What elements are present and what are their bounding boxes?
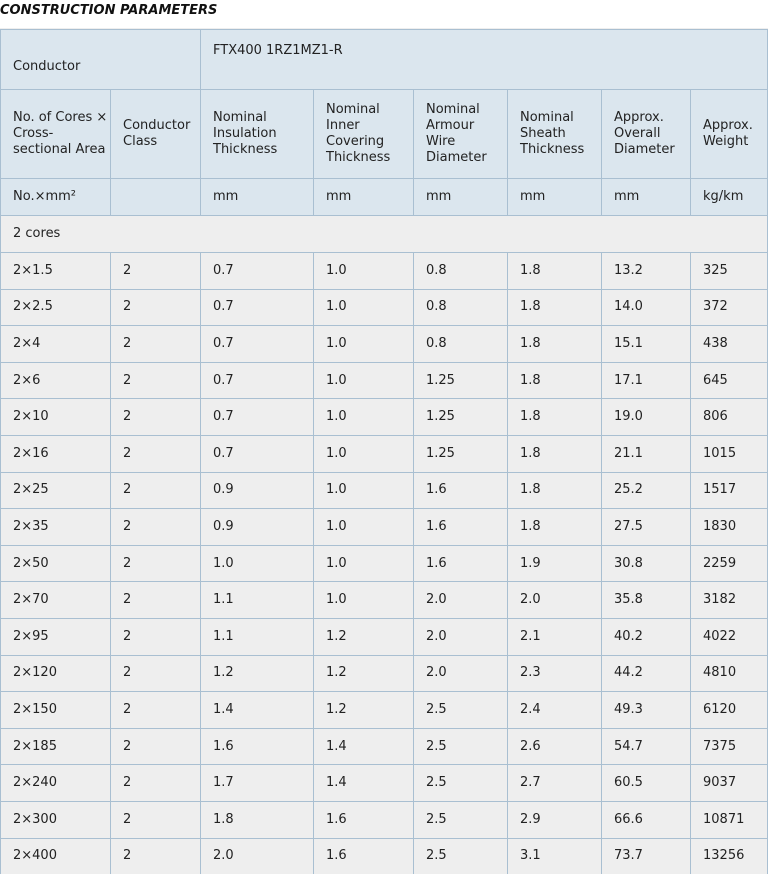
cell-sheath: 1.8 (508, 399, 602, 436)
header-cores: No. of Cores × Cross-sectional Area (1, 90, 111, 179)
cell-sheath: 1.8 (508, 435, 602, 472)
cell-inner-covering: 1.0 (314, 399, 414, 436)
unit-weight: kg/km (691, 179, 768, 216)
unit-class (111, 179, 201, 216)
cell-insulation: 1.4 (201, 692, 314, 729)
unit-inner-covering: mm (314, 179, 414, 216)
cell-inner-covering: 1.4 (314, 728, 414, 765)
cell-insulation: 1.7 (201, 765, 314, 802)
cell-diameter: 49.3 (602, 692, 691, 729)
table-row (1, 655, 768, 692)
cell-cores: 2×1.5 (1, 253, 111, 290)
cell-insulation: 0.9 (201, 472, 314, 509)
table-row (1, 765, 768, 802)
cell-sheath: 1.8 (508, 289, 602, 326)
cell-insulation: 0.7 (201, 362, 314, 399)
cell-armour: 1.25 (414, 362, 508, 399)
table-row (1, 326, 768, 363)
cell-weight: 3182 (691, 582, 768, 619)
cell-sheath: 2.7 (508, 765, 602, 802)
cell-sheath: 1.8 (508, 253, 602, 290)
cell-class: 2 (111, 838, 201, 874)
cell-class: 2 (111, 582, 201, 619)
table-row (1, 472, 768, 509)
unit-sheath: mm (508, 179, 602, 216)
header-class: Conductor Class (111, 90, 201, 179)
cell-class: 2 (111, 289, 201, 326)
cell-inner-covering: 1.4 (314, 765, 414, 802)
cell-cores: 2×2.5 (1, 289, 111, 326)
cell-inner-covering: 1.2 (314, 692, 414, 729)
cell-insulation: 0.7 (201, 326, 314, 363)
unit-armour: mm (414, 179, 508, 216)
cell-cores: 2×240 (1, 765, 111, 802)
cell-class: 2 (111, 618, 201, 655)
cell-cores: 2×6 (1, 362, 111, 399)
cell-class: 2 (111, 801, 201, 838)
header-inner-covering: Nominal Inner Covering Thickness (314, 90, 414, 179)
table-row (1, 435, 768, 472)
cell-weight: 438 (691, 326, 768, 363)
cell-weight: 7375 (691, 728, 768, 765)
cell-class: 2 (111, 253, 201, 290)
cell-sheath: 2.9 (508, 801, 602, 838)
cell-armour: 1.6 (414, 545, 508, 582)
cell-insulation: 1.8 (201, 801, 314, 838)
cell-sheath: 1.8 (508, 326, 602, 363)
cell-insulation: 0.7 (201, 399, 314, 436)
table-row (1, 253, 768, 290)
unit-diameter: mm (602, 179, 691, 216)
cell-cores: 2×10 (1, 399, 111, 436)
unit-insulation: mm (201, 179, 314, 216)
cell-weight: 645 (691, 362, 768, 399)
cell-diameter: 21.1 (602, 435, 691, 472)
conductor-label: Conductor (1, 30, 201, 90)
cell-sheath: 3.1 (508, 838, 602, 874)
cell-diameter: 30.8 (602, 545, 691, 582)
cell-insulation: 0.9 (201, 509, 314, 546)
cell-inner-covering: 1.2 (314, 618, 414, 655)
cell-cores: 2×120 (1, 655, 111, 692)
table-row (1, 728, 768, 765)
cell-class: 2 (111, 472, 201, 509)
cell-armour: 2.0 (414, 618, 508, 655)
section-title: CONSTRUCTION PARAMETERS (0, 0, 768, 28)
cell-class: 2 (111, 399, 201, 436)
cell-armour: 1.25 (414, 435, 508, 472)
cell-diameter: 66.6 (602, 801, 691, 838)
cell-sheath: 2.0 (508, 582, 602, 619)
cell-weight: 10871 (691, 801, 768, 838)
cell-armour: 2.5 (414, 692, 508, 729)
header-insulation: Nominal Insulation Thickness (201, 90, 314, 179)
cell-weight: 4022 (691, 618, 768, 655)
cell-diameter: 17.1 (602, 362, 691, 399)
cell-sheath: 1.8 (508, 472, 602, 509)
cell-weight: 4810 (691, 655, 768, 692)
cell-inner-covering: 1.6 (314, 801, 414, 838)
cell-class: 2 (111, 545, 201, 582)
header-diameter: Approx. Overall Diameter (602, 90, 691, 179)
cell-class: 2 (111, 509, 201, 546)
table-row (1, 545, 768, 582)
cell-diameter: 14.0 (602, 289, 691, 326)
header-sheath: Nominal Sheath Thickness (508, 90, 602, 179)
table-row (1, 838, 768, 874)
cell-cores: 2×25 (1, 472, 111, 509)
cell-inner-covering: 1.0 (314, 253, 414, 290)
cell-cores: 2×95 (1, 618, 111, 655)
cell-inner-covering: 1.2 (314, 655, 414, 692)
table-row (1, 289, 768, 326)
table-row (1, 509, 768, 546)
cell-cores: 2×35 (1, 509, 111, 546)
cell-sheath: 1.8 (508, 509, 602, 546)
cell-weight: 372 (691, 289, 768, 326)
cell-inner-covering: 1.0 (314, 545, 414, 582)
cell-weight: 1015 (691, 435, 768, 472)
cell-sheath: 2.1 (508, 618, 602, 655)
unit-cores: No.×mm² (1, 179, 111, 216)
cell-weight: 2259 (691, 545, 768, 582)
cell-class: 2 (111, 435, 201, 472)
cell-weight: 1830 (691, 509, 768, 546)
cell-cores: 2×185 (1, 728, 111, 765)
cell-diameter: 25.2 (602, 472, 691, 509)
table-row (1, 692, 768, 729)
cell-diameter: 60.5 (602, 765, 691, 802)
cell-weight: 325 (691, 253, 768, 290)
cell-armour: 1.6 (414, 509, 508, 546)
table-row (1, 582, 768, 619)
cell-weight: 9037 (691, 765, 768, 802)
cell-cores: 2×300 (1, 801, 111, 838)
cell-armour: 2.5 (414, 765, 508, 802)
cell-inner-covering: 1.0 (314, 289, 414, 326)
cell-inner-covering: 1.0 (314, 472, 414, 509)
cell-armour: 2.5 (414, 801, 508, 838)
cell-sheath: 1.9 (508, 545, 602, 582)
cell-insulation: 1.0 (201, 545, 314, 582)
cell-cores: 2×400 (1, 838, 111, 874)
table-row (1, 618, 768, 655)
group-label: 2 cores (1, 216, 768, 253)
cell-insulation: 1.1 (201, 582, 314, 619)
cell-armour: 2.0 (414, 655, 508, 692)
cell-sheath: 2.3 (508, 655, 602, 692)
cell-cores: 2×4 (1, 326, 111, 363)
cell-inner-covering: 1.0 (314, 582, 414, 619)
cell-class: 2 (111, 655, 201, 692)
cell-sheath: 1.8 (508, 362, 602, 399)
cell-armour: 2.0 (414, 582, 508, 619)
header-armour: Nominal Armour Wire Diameter (414, 90, 508, 179)
cell-armour: 2.5 (414, 728, 508, 765)
cell-insulation: 0.7 (201, 435, 314, 472)
cell-sheath: 2.6 (508, 728, 602, 765)
cell-class: 2 (111, 362, 201, 399)
cell-insulation: 0.7 (201, 289, 314, 326)
cell-class: 2 (111, 692, 201, 729)
product-code: FTX400 1RZ1MZ1-R (201, 30, 768, 90)
cell-diameter: 27.5 (602, 509, 691, 546)
cell-cores: 2×150 (1, 692, 111, 729)
cell-armour: 0.8 (414, 289, 508, 326)
cell-armour: 1.6 (414, 472, 508, 509)
cell-insulation: 1.2 (201, 655, 314, 692)
cell-cores: 2×16 (1, 435, 111, 472)
cell-sheath: 2.4 (508, 692, 602, 729)
cell-insulation: 1.1 (201, 618, 314, 655)
cell-class: 2 (111, 765, 201, 802)
cell-diameter: 54.7 (602, 728, 691, 765)
cell-inner-covering: 1.0 (314, 435, 414, 472)
cell-weight: 1517 (691, 472, 768, 509)
cell-insulation: 1.6 (201, 728, 314, 765)
cell-armour: 1.25 (414, 399, 508, 436)
cell-armour: 0.8 (414, 253, 508, 290)
cell-inner-covering: 1.0 (314, 362, 414, 399)
cell-class: 2 (111, 728, 201, 765)
cell-insulation: 0.7 (201, 253, 314, 290)
cell-cores: 2×70 (1, 582, 111, 619)
cell-armour: 2.5 (414, 838, 508, 874)
cell-cores: 2×50 (1, 545, 111, 582)
cell-diameter: 13.2 (602, 253, 691, 290)
header-weight: Approx. Weight (691, 90, 768, 179)
table-row (1, 801, 768, 838)
cell-diameter: 19.0 (602, 399, 691, 436)
cell-inner-covering: 1.6 (314, 838, 414, 874)
table-row (1, 399, 768, 436)
cell-inner-covering: 1.0 (314, 509, 414, 546)
cell-diameter: 40.2 (602, 618, 691, 655)
cell-weight: 13256 (691, 838, 768, 874)
cell-armour: 0.8 (414, 326, 508, 363)
cell-insulation: 2.0 (201, 838, 314, 874)
table-row (1, 362, 768, 399)
construction-parameters-table (0, 29, 768, 874)
cell-diameter: 73.7 (602, 838, 691, 874)
cell-inner-covering: 1.0 (314, 326, 414, 363)
cell-class: 2 (111, 326, 201, 363)
cell-weight: 806 (691, 399, 768, 436)
cell-diameter: 15.1 (602, 326, 691, 363)
cell-weight: 6120 (691, 692, 768, 729)
cell-diameter: 44.2 (602, 655, 691, 692)
cell-diameter: 35.8 (602, 582, 691, 619)
